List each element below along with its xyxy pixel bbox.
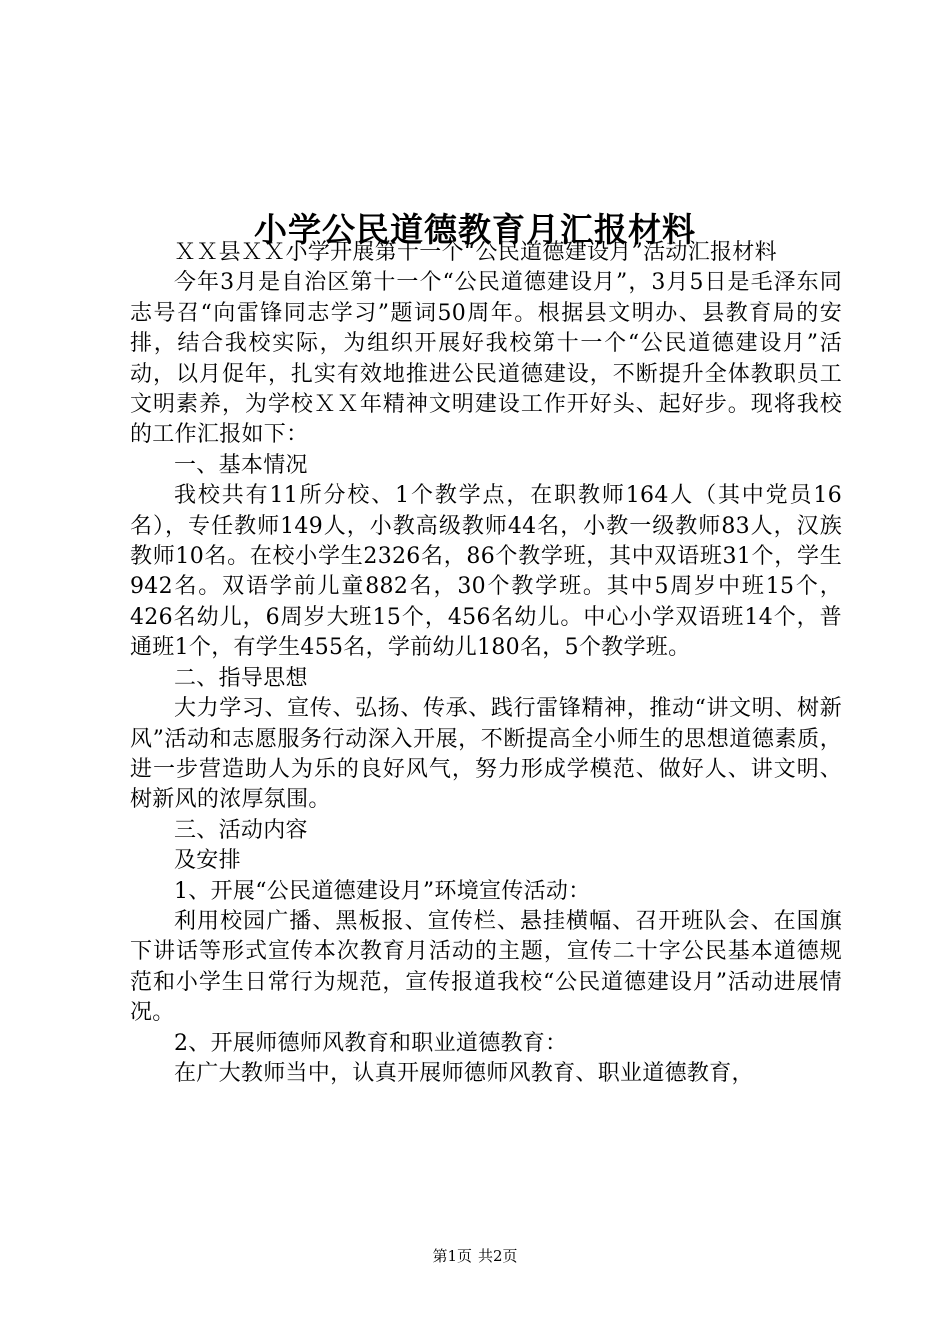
subheading-teacher-ethics: 2、开展师德师风教育和职业道德教育： (174, 1030, 568, 1056)
page-footer (0, 1246, 950, 1266)
page-number: 第1页 (432, 1247, 472, 1265)
section-heading-basic: 一、基本情况 (174, 452, 308, 478)
subheading-environment: 1、开展“公民道德建设月”环境宣传活动： (174, 878, 591, 904)
paragraph-guiding-thought: 大力学习、宣传、弘扬、传承、践行雷锋精神，推动“讲文明、树新风”活动和志愿服务行动深入开展，不断提高全小师生的思想道德素质，进一步营造助人为乐的良好风气，努力形成学模范、做好人、讲文明、树新风的浓厚氛围。 (130, 696, 842, 813)
document-body (130, 238, 842, 1089)
paragraph-heading: ＸＸ县ＸＸ小学开展第十一个“公民道德建设月”活动汇报材料 (174, 240, 777, 265)
paragraph-basic-situation: 我校共有11所分校、1个教学点，在职教师164人（其中党员16名），专任教师149人，小教高级教师44名，小教一级教师83人，汉族教师10名。在校小学生2326名，86个教学班，其中双语班31个，学生942名。双语学前儿童882名，30个教学班。其中5周岁中班15个，426名幼儿，6周岁大班15个，456名幼儿。中心小学双语班14个，普通班1个，有学生455名，学前幼儿180名，5个教学班。 (130, 483, 842, 661)
paragraph-environment: 利用校园广播、黑板报、宣传栏、悬挂横幅、召开班队会、在国旗下讲话等形式宣传本次教育月活动的主题，宣传二十字公民基本道德规范和小学生日常行为规范，宣传报道我校“公民道德建设月”活动进展情况。 (130, 908, 842, 1026)
section-heading-activities: 三、活动内容 (174, 817, 308, 843)
paragraph-intro: 今年3月是自治区第十一个“公民道德建设月”，3月5日是毛泽东同志号召“向雷锋同志学习”题词50周年。根据县文明办、县教育局的安排，结合我校实际，为组织开展好我校第十一个“公民道德建设月”活动，以月促年，扎实有效地推进公民道德建设，不断提升全体教职员工文明素养，为学校ＸＸ年精神文明建设工作开好头、起好步。现将我校的工作汇报如下： (130, 270, 842, 448)
page-total: 共2页 (478, 1247, 518, 1265)
paragraph-teacher-ethics: 在广大教师当中，认真开展师德师风教育、职业道德教育， (174, 1060, 754, 1086)
section-heading-arrangement: 及安排 (174, 848, 241, 874)
section-heading-guiding: 二、指导思想 (174, 665, 308, 691)
document-title: 小学公民道德教育月汇报材料 (254, 210, 696, 250)
